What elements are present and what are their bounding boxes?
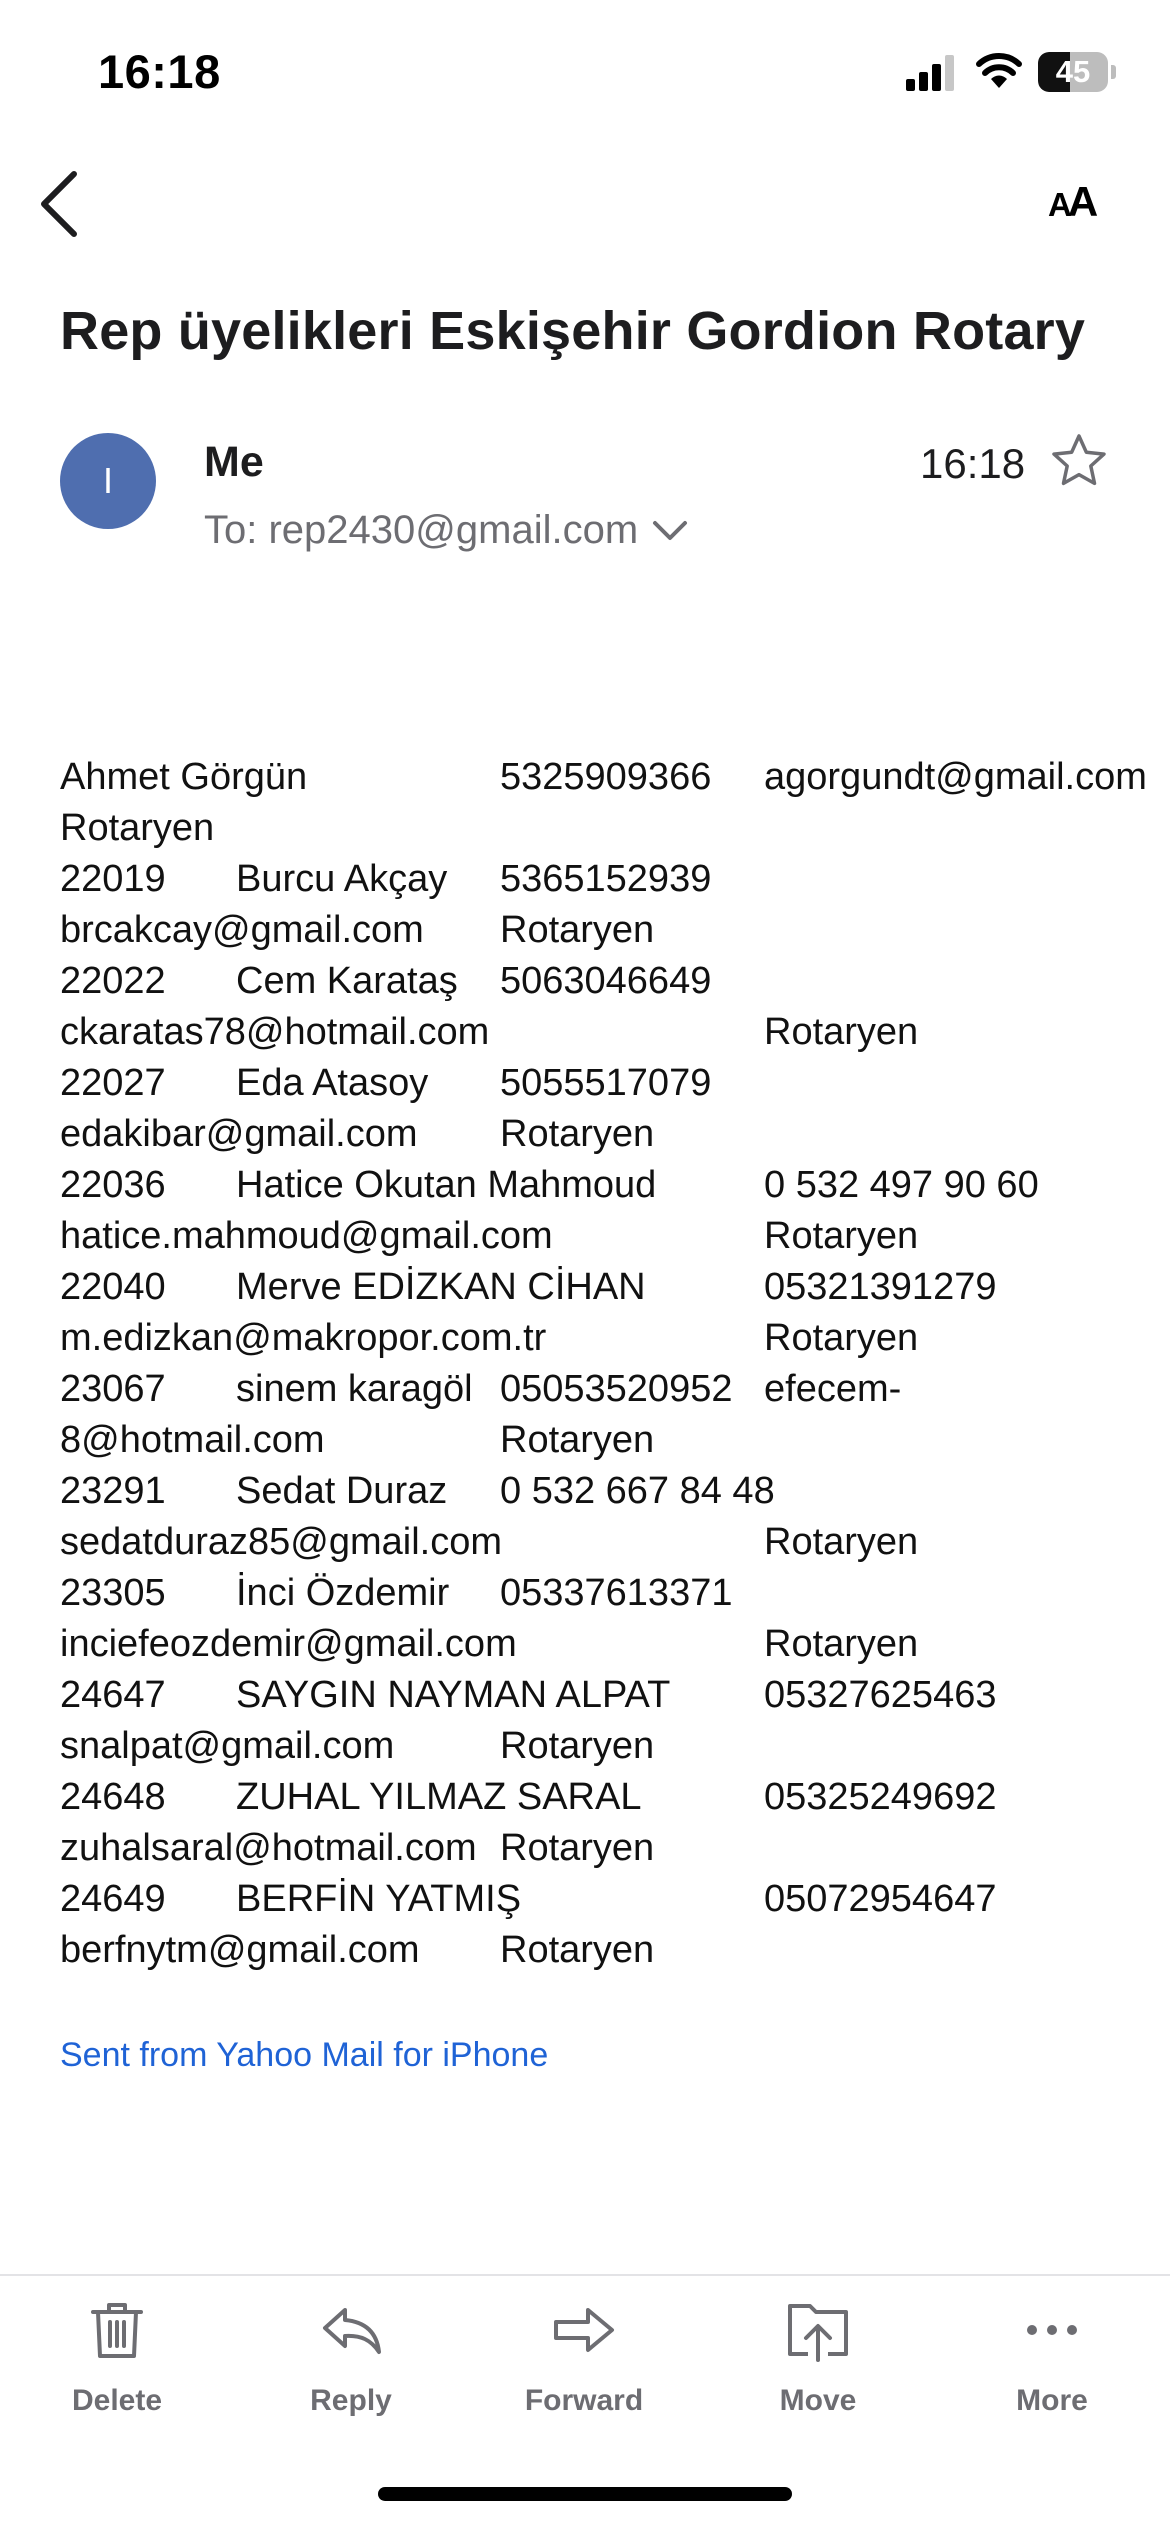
- body-line: [60, 1262, 1140, 1313]
- body-line: [60, 1211, 1140, 1262]
- body-line-segment: Rotaryen: [60, 807, 215, 849]
- sender-name[interactable]: Me: [204, 438, 264, 486]
- body-line-segment: 05321391279: [764, 1266, 997, 1308]
- body-line-segment: 24647: [60, 1674, 166, 1716]
- body-line-segment: Rotaryen: [764, 1317, 919, 1359]
- forward-button[interactable]: [494, 2298, 674, 2448]
- body-line-segment: 05327625463: [764, 1674, 997, 1716]
- body-line-segment: SAYGIN NAYMAN ALPAT: [236, 1674, 671, 1716]
- body-line-segment: hatice.mahmoud@gmail.com: [60, 1215, 553, 1257]
- body-line-segment: 22019: [60, 858, 166, 900]
- body-line: [60, 1058, 1140, 1109]
- body-line-segment: 5055517079: [500, 1062, 712, 1104]
- body-line: [60, 752, 1147, 803]
- body-line-segment: Rotaryen: [500, 1419, 655, 1461]
- body-line-segment: 0 532 497 90 60: [764, 1164, 1039, 1206]
- body-line: [60, 1721, 1140, 1772]
- body-line: [60, 1925, 1140, 1976]
- body-line-segment: Rotaryen: [764, 1215, 919, 1257]
- body-line: [60, 1364, 1140, 1415]
- more-dots-icon: [1020, 2298, 1084, 2362]
- wifi-icon: [976, 52, 1022, 90]
- body-line-segment: Hatice Okutan Mahmoud: [236, 1164, 657, 1206]
- body-line-segment: 05337613371: [500, 1572, 733, 1614]
- body-line-segment: 23067: [60, 1368, 166, 1410]
- body-line-segment: Rotaryen: [500, 1113, 655, 1155]
- body-line-segment: 8@hotmail.com: [60, 1419, 325, 1461]
- body-line: [60, 1466, 1140, 1517]
- body-line-segment: 5063046649: [500, 960, 712, 1002]
- body-line: [60, 1109, 1140, 1160]
- recipient-text: To: rep2430@gmail.com: [204, 508, 639, 552]
- recipient-line[interactable]: [204, 508, 688, 553]
- body-line-segment: 22036: [60, 1164, 166, 1206]
- reply-button[interactable]: [261, 2298, 441, 2448]
- forward-label: Forward: [524, 2384, 644, 2417]
- home-indicator[interactable]: [378, 2487, 792, 2501]
- body-line: [60, 956, 1140, 1007]
- text-size-small-glyph: A: [1048, 186, 1068, 223]
- body-line-segment: Merve EDİZKAN CİHAN: [236, 1266, 646, 1308]
- body-line: [60, 905, 1140, 956]
- body-line: [60, 803, 1140, 854]
- body-line-segment: Ahmet Görgün: [60, 756, 308, 798]
- chevron-down-icon[interactable]: [652, 519, 688, 543]
- text-size-button[interactable]: [1048, 178, 1120, 230]
- body-line-segment: 05325249692: [764, 1776, 997, 1818]
- body-line-segment: zuhalsaral@hotmail.com: [60, 1827, 477, 1869]
- body-line: [60, 1568, 1140, 1619]
- body-line-segment: ckaratas78@hotmail.com: [60, 1011, 490, 1053]
- body-line-segment: 24648: [60, 1776, 166, 1818]
- body-line-segment: 5365152939: [500, 858, 712, 900]
- body-line-segment: 23291: [60, 1470, 166, 1512]
- more-label: More: [1016, 2384, 1088, 2417]
- body-line-segment: ZUHAL YILMAZ SARAL: [236, 1776, 642, 1818]
- body-line: [60, 1415, 1140, 1466]
- email-subject: Rep üyelikleri Eskişehir Gordion Rotary: [60, 301, 1086, 361]
- yahoo-mail-signature-link[interactable]: Sent from Yahoo Mail for iPhone: [60, 2036, 549, 2074]
- body-line-segment: 22027: [60, 1062, 166, 1104]
- body-line: [60, 854, 1140, 905]
- body-line-segment: edakibar@gmail.com: [60, 1113, 418, 1155]
- body-line-segment: m.edizkan@makropor.com.tr: [60, 1317, 547, 1359]
- body-line-segment: İnci Özdemir: [236, 1572, 450, 1614]
- delete-label: Delete: [71, 2384, 163, 2417]
- cellular-signal-icon: [906, 55, 956, 91]
- body-line-segment: sinem karagöl: [236, 1368, 473, 1410]
- body-line-segment: sedatduraz85@gmail.com: [60, 1521, 503, 1563]
- body-line-segment: brcakcay@gmail.com: [60, 909, 424, 951]
- forward-arrow-icon: [552, 2298, 616, 2362]
- body-line-segment: snalpat@gmail.com: [60, 1725, 395, 1767]
- body-line-segment: 5325909366: [500, 756, 712, 798]
- text-size-big-glyph: A: [1067, 178, 1095, 225]
- body-line-segment: Rotaryen: [764, 1521, 919, 1563]
- body-line: [60, 1313, 1140, 1364]
- body-line: [60, 1007, 1140, 1058]
- body-line-segment: 0 532 667 84 48: [500, 1470, 775, 1512]
- body-line-segment: efecem-: [764, 1368, 902, 1410]
- reply-label: Reply: [310, 2384, 392, 2417]
- email-body: [60, 752, 1147, 1976]
- body-line: [60, 1619, 1140, 1670]
- body-line-segment: Burcu Akçay: [236, 858, 448, 900]
- trash-icon: [85, 2298, 149, 2362]
- move-label: Move: [779, 2384, 857, 2417]
- body-line-segment: BERFİN YATMIŞ: [236, 1878, 522, 1920]
- body-line: [60, 1874, 1140, 1925]
- move-button[interactable]: [728, 2298, 908, 2448]
- body-line-segment: Cem Karataş: [236, 960, 458, 1002]
- body-line-segment: Rotaryen: [500, 1827, 655, 1869]
- body-line-segment: berfnytm@gmail.com: [60, 1929, 420, 1971]
- battery-icon: [1038, 52, 1116, 92]
- body-line-segment: 22040: [60, 1266, 166, 1308]
- star-icon[interactable]: [1050, 432, 1108, 490]
- reply-icon: [319, 2298, 383, 2362]
- body-line-segment: 05053520952: [500, 1368, 733, 1410]
- body-line-segment: inciefeozdemir@gmail.com: [60, 1623, 517, 1665]
- move-to-folder-icon: [786, 2298, 850, 2362]
- body-line: [60, 1670, 1140, 1721]
- body-line: [60, 1160, 1140, 1211]
- status-time: 16:18: [98, 45, 221, 98]
- body-line: [60, 1823, 1140, 1874]
- avatar[interactable]: I: [60, 433, 156, 529]
- body-line: [60, 1772, 1140, 1823]
- body-line-segment: 05072954647: [764, 1878, 997, 1920]
- delete-button[interactable]: [27, 2298, 207, 2448]
- body-line-segment: Sedat Duraz: [236, 1470, 448, 1512]
- back-chevron-icon[interactable]: [36, 168, 86, 240]
- battery-level: 45: [1055, 54, 1091, 89]
- body-line-segment: 24649: [60, 1878, 166, 1920]
- body-line-segment: Rotaryen: [764, 1011, 919, 1053]
- body-line-segment: 22022: [60, 960, 166, 1002]
- body-line-segment: Rotaryen: [764, 1623, 919, 1665]
- body-line-segment: Rotaryen: [500, 1725, 655, 1767]
- more-button[interactable]: [962, 2298, 1142, 2448]
- body-line-segment: Eda Atasoy: [236, 1062, 429, 1104]
- body-line-segment: agorgundt@gmail.com: [764, 756, 1147, 798]
- body-line-segment: 23305: [60, 1572, 166, 1614]
- body-line-segment: Rotaryen: [500, 909, 655, 951]
- email-time: 16:18: [920, 440, 1026, 487]
- body-line-segment: Rotaryen: [500, 1929, 655, 1971]
- body-line: [60, 1517, 1140, 1568]
